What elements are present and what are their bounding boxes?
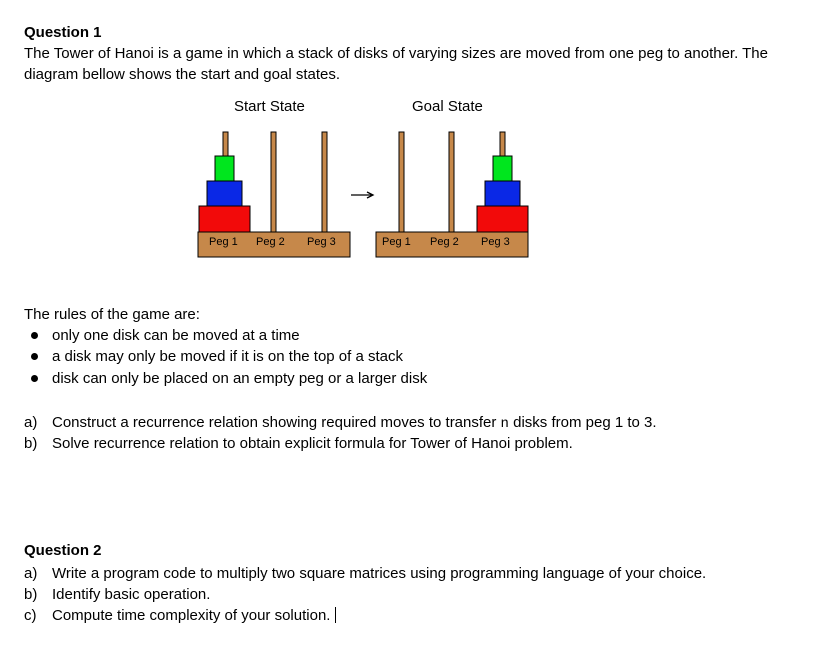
q2-part-a-text: Write a program code to multiply two square matrices using programming language of your choice.: [52, 565, 707, 582]
q2-part-c-label: c): [24, 607, 37, 624]
q2-part-c-row[interactable]: [52, 605, 336, 626]
q2-part-b-label: b): [24, 586, 38, 603]
rule-2: a disk may only be moved if it is on the top of a stack: [52, 348, 404, 365]
text-cursor: [335, 607, 336, 623]
question-2-heading: Question 2: [24, 542, 102, 559]
q1-part-a-text: Construct a recurrence relation showing required moves to transfer n disks from peg 1 to 3.: [52, 414, 657, 432]
q2-part-a-label: a): [24, 565, 38, 582]
question-1-intro-line-2: diagram bellow shows the start and goal states.: [24, 66, 341, 83]
bullet-icon: [31, 353, 38, 360]
q2-part-b-text: Identify basic operation.: [52, 586, 211, 603]
start-disk-large: [199, 206, 250, 232]
tower-of-hanoi-diagram: [0, 0, 825, 300]
question-1-heading: Question 1: [24, 24, 102, 41]
goal-peg-3-label: Peg 3: [481, 236, 510, 248]
start-state-label: Start State: [234, 98, 305, 115]
q2-part-c-text: Compute time complexity of your solution.: [52, 607, 331, 624]
start-peg-1-label: Peg 1: [209, 236, 238, 248]
rule-1: only one disk can be moved at a time: [52, 327, 300, 344]
goal-peg-2-label: Peg 2: [430, 236, 459, 248]
q1-part-b-label: b): [24, 435, 38, 452]
question-1-intro-line-1: The Tower of Hanoi is a game in which a stack of disks of varying sizes are moved from one peg to another. The: [24, 45, 768, 62]
rule-3: disk can only be placed on an empty peg or a larger disk: [52, 370, 428, 387]
goal-peg-2-rod: [449, 132, 454, 232]
goal-state-label: Goal State: [412, 98, 483, 115]
start-disk-small: [215, 156, 234, 181]
goal-disk-medium: [485, 181, 520, 206]
start-peg-2-label: Peg 2: [256, 236, 285, 248]
start-peg-2-rod: [271, 132, 276, 232]
start-disk-medium: [207, 181, 242, 206]
goal-disk-large: [477, 206, 528, 232]
goal-disk-small: [493, 156, 512, 181]
q1-part-a-label: a): [24, 414, 38, 431]
start-peg-3-label: Peg 3: [307, 236, 336, 248]
variable-n: n: [500, 416, 509, 432]
q1-part-b-text: Solve recurrence relation to obtain explicit formula for Tower of Hanoi problem.: [52, 435, 573, 452]
bullet-icon: [31, 375, 38, 382]
bullet-icon: [31, 332, 38, 339]
rules-intro: The rules of the game are:: [24, 306, 200, 323]
start-peg-3-rod: [322, 132, 327, 232]
goal-peg-1-rod: [399, 132, 404, 232]
transition-arrow-icon: [351, 192, 373, 198]
goal-peg-1-label: Peg 1: [382, 236, 411, 248]
